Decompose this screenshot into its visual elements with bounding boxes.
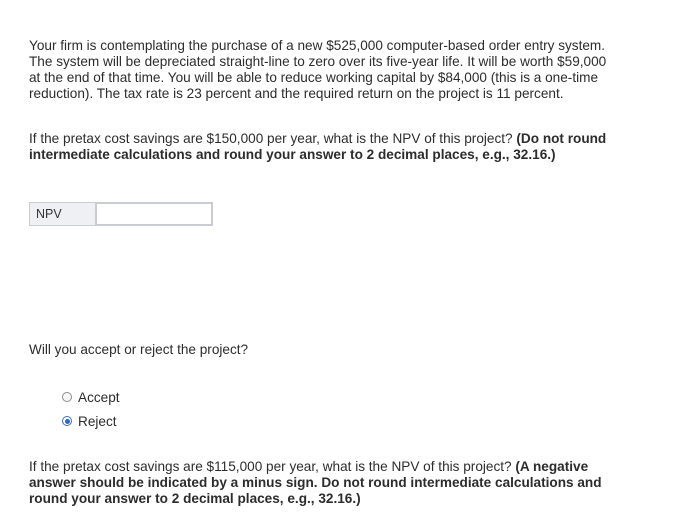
problem-statement: Your firm is contemplating the purchase of a new $525,000 computer-based order entry system. The system will be depreciated straight-line to zero over its five-year life. It will be worth $59,000 at the end of that time. You will be able to reduce working capital by $84,000 (this is a one-time reduction). The tax rate is 23 percent and the required return on the project is 11 percent. [29, 38, 607, 101]
accept-label: Accept [78, 389, 120, 405]
question-npv-150k [29, 131, 619, 163]
npv-label: NPV [29, 202, 95, 226]
accept-reject-question: Will you accept or reject the project? [29, 342, 249, 357]
question-npv-115k [29, 459, 619, 507]
accept-reject-options [62, 386, 120, 434]
accept-option[interactable] [62, 386, 120, 408]
reject-radio[interactable] [62, 416, 72, 426]
question-npv-115k-text: If the pretax cost savings are $115,000 per year, what is the NPV of this project? [29, 459, 516, 474]
question-npv-150k-instruction: (Do not round intermediate calculations and round your answer to 2 decimal places, e.g., 32.16.) [29, 131, 607, 162]
question-npv-115k-instruction: (A negative answer should be indicated by a minus sign. Do not round intermediate calculations and round your answer to 2 decimal places, e.g., 32.16.) [29, 459, 602, 506]
reject-option[interactable] [62, 410, 120, 432]
npv-input[interactable] [95, 202, 213, 226]
question-npv-150k-text: If the pretax cost savings are $150,000 per year, what is the NPV of this project? [29, 131, 517, 146]
accept-radio[interactable] [62, 392, 72, 402]
reject-label: Reject [78, 413, 117, 429]
npv-answer-row [29, 202, 213, 226]
